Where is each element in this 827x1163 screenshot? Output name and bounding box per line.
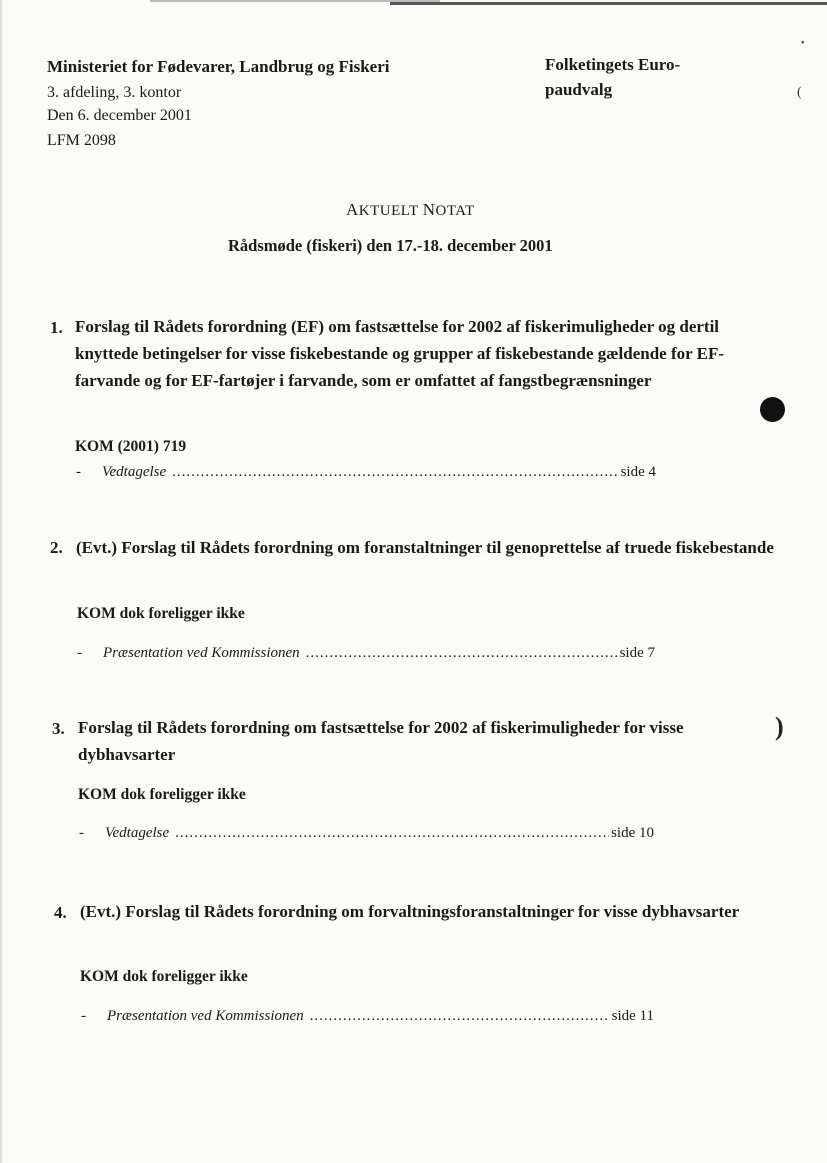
kom-reference: KOM dok foreligger ikke <box>78 786 246 803</box>
recipient-line-2: paudvalg <box>545 80 613 99</box>
kom-reference: KOM (2001) 719 <box>75 438 187 455</box>
item-number: 4. <box>54 903 67 922</box>
toc-entry: - Vedtagelse ..... side 10 <box>79 825 654 842</box>
item-heading: Forslag til Rådets forordning (EF) om fastsættelse for 2002 af fiskerimuligheder og dertil knyttede betingelser for visse fiskebestande og grupper af fiskebestande gældende for EF-farvande og for EF-fartøjer i farvande, som er omfattet af fangstbegrænsninger <box>75 317 724 390</box>
item-number: 2. <box>50 538 63 557</box>
toc-entry: - Vedtagelse ..... side 4 <box>76 464 656 481</box>
document-title: AKTUELT NOTAT <box>346 200 475 219</box>
item-heading: (Evt.) Forslag til Rådets forordning om forvaltningsforanstaltninger for visse dybhavsarter <box>80 902 740 921</box>
scan-speck: • <box>801 38 805 49</box>
item-heading: Forslag til Rådets forordning om fastsættelse for 2002 af fiskerimuligheder for visse dybhavsarter <box>78 718 684 764</box>
ministry-name: Ministeriet for Fødevarer, Landbrug og Fiskeri <box>47 57 390 76</box>
reference-number: LFM 2098 <box>47 132 116 149</box>
punch-hole-mark <box>760 397 785 422</box>
toc-entry: - Præsentation ved Kommissionen ..... side 11 <box>81 1008 654 1025</box>
item-number: 3. <box>52 719 65 738</box>
kom-reference: KOM dok foreligger ikke <box>80 968 248 985</box>
scan-top-edge <box>390 2 827 5</box>
kom-reference: KOM dok foreligger ikke <box>77 605 245 622</box>
document-subtitle: Rådsmøde (fiskeri) den 17.-18. december 2001 <box>228 236 553 255</box>
item-heading: (Evt.) Forslag til Rådets forordning om foranstaltninger til genoprettelse af truede fiskebestande <box>76 538 774 557</box>
scan-mark: ( <box>797 85 802 100</box>
recipient-line-1: Folketingets Euro- <box>545 55 681 74</box>
department: 3. afdeling, 3. kontor <box>47 84 182 101</box>
document-date: Den 6. december 2001 <box>47 107 192 124</box>
toc-entry: - Præsentation ved Kommissionen ..... side 7 <box>77 645 655 662</box>
scan-bracket-mark: ) <box>775 712 784 741</box>
item-number: 1. <box>50 318 63 337</box>
scan-left-edge <box>0 0 2 1163</box>
